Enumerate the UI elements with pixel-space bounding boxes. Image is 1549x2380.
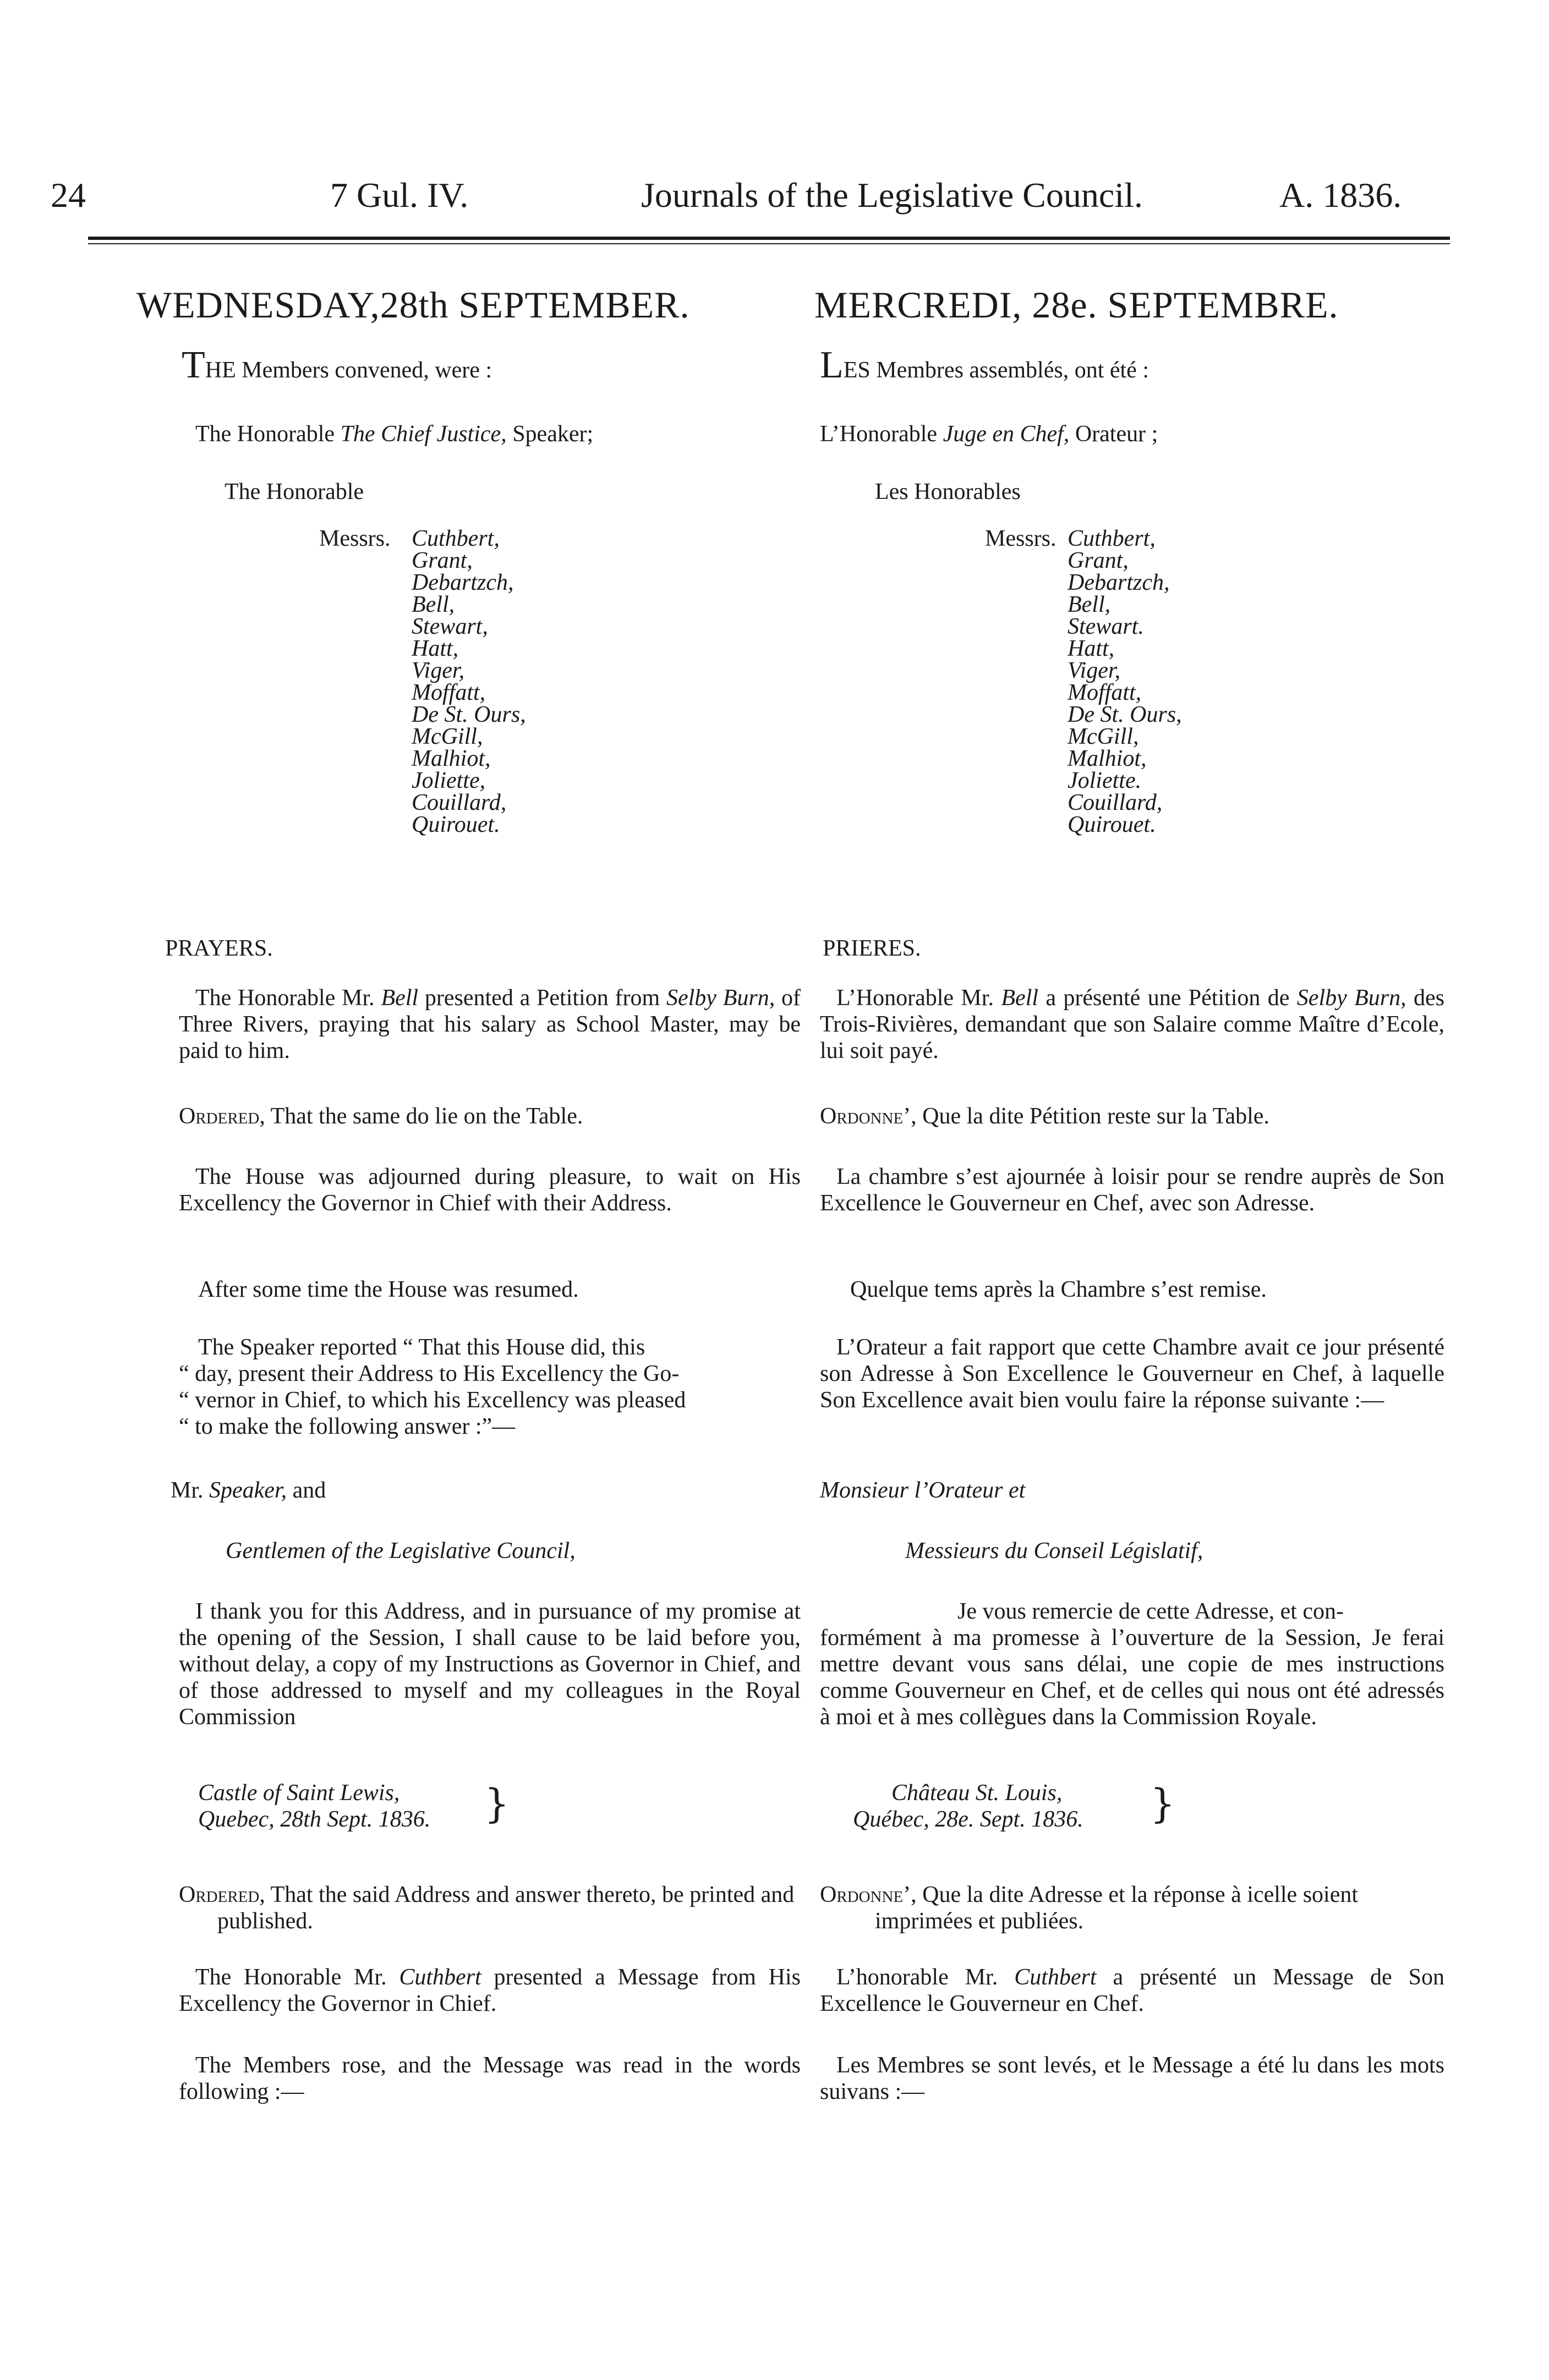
english-ordered-table: Ordered, That the same do lie on the Table.: [179, 1104, 583, 1129]
member-name: Stewart.: [1068, 614, 1144, 639]
member-name: Joliette.: [1068, 768, 1142, 793]
member-name: Hatt,: [412, 636, 459, 661]
member-name: Cuthbert,: [412, 526, 500, 551]
drop-cap: T: [182, 344, 205, 386]
french-honorable-label: Les Honorables: [875, 479, 1021, 504]
french-member-list: [1068, 528, 1182, 836]
member-name: Quirouet.: [412, 812, 500, 837]
member-name: Joliette,: [412, 768, 486, 793]
english-member-list: [412, 528, 526, 836]
member-name: Bell,: [1068, 592, 1111, 617]
member-name: Moffatt,: [1068, 680, 1142, 705]
member-name: De St. Ours,: [1068, 702, 1182, 727]
header-rule-thick: [88, 237, 1450, 240]
member-name: Cuthbert,: [1068, 526, 1156, 551]
english-ordered-printed: Ordered, That the said Address and answer thereto, be printed and published.: [179, 1882, 795, 1934]
member-name: Couillard,: [412, 790, 507, 815]
member-name: Grant,: [412, 548, 473, 573]
member-name: Viger,: [1068, 658, 1121, 683]
journal-title: Journals of the Legislative Council.: [641, 176, 1143, 215]
english-speaker-line: The Honorable The Chief Justice, Speaker;: [195, 421, 594, 447]
member-name: McGill,: [412, 724, 483, 749]
french-members-intro: LES Membres assemblés, ont été :: [820, 344, 1149, 386]
english-adjourned: The House was adjourned during pleasure, to wait on His Excellency the Governor in Chief with their Address.: [179, 1164, 801, 1216]
english-day-heading: WEDNESDAY,28th SEPTEMBER.: [136, 284, 690, 326]
page-number: 24: [51, 176, 86, 215]
french-speaker-report: L’Orateur a fait rapport que cette Chambre avait ce jour présenté son Adresse à Son Excellence le Gouverneur en Chef, à laquelle Son Excellence avait bien voulu faire la réponse suivante :—: [820, 1335, 1444, 1413]
english-salutation-speaker: Mr. Speaker, and: [171, 1478, 326, 1503]
member-name: Moffatt,: [412, 680, 486, 705]
member-name: Stewart,: [412, 614, 488, 639]
french-resumed: Quelque tems après la Chambre s’est remise.: [850, 1277, 1267, 1302]
french-governor-answer: Je vous remercie de cette Adresse, et con- formément à ma promesse à l’ouverture de la Session, Je ferai mettre devant vous sans délai, une copie de mes instructions comme Gouverneur en Chef, et de celles qui nous ont été adressés à moi et à mes collègues dans la Commission Royale.: [820, 1599, 1444, 1730]
french-adjourned: La chambre s’est ajournée à loisir pour se rendre auprès de Son Excellence le Gouverneur en Chef, avec son Adresse.: [820, 1164, 1444, 1216]
member-name: Grant,: [1068, 548, 1129, 573]
member-name: Hatt,: [1068, 636, 1115, 661]
member-name: Malhiot,: [412, 746, 491, 771]
english-governor-answer: I thank you for this Address, and in pursuance of my promise at the opening of the Session, I shall cause to be laid before you, without delay, a copy of my Instructions as Governor in Chief, and of those addressed to myself and my colleagues in the Royal Commission: [179, 1599, 801, 1730]
french-ordered-printed: Ordonne’, Que la dite Adresse et la réponse à icelle soient imprimées et publiées.: [820, 1882, 1359, 1934]
french-messrs: Messrs.: [985, 526, 1057, 551]
brace-icon: }: [484, 1780, 510, 1827]
french-salutation-council: Messieurs du Conseil Législatif,: [905, 1538, 1203, 1564]
member-name: Bell,: [412, 592, 455, 617]
member-name: Viger,: [412, 658, 465, 683]
english-salutation-council: Gentlemen of the Legislative Council,: [226, 1538, 576, 1564]
english-speaker-report: The Speaker reported “ That this House did, this “ day, present their Address to His Excellency the Go- “ vernor in Chief, to which his Excellency was pleased “ to make the following answer :”—: [179, 1335, 686, 1439]
member-name: Malhiot,: [1068, 746, 1147, 771]
member-name: Couillard,: [1068, 790, 1163, 815]
french-prayers: PRIERES.: [823, 936, 921, 961]
french-message-presented: L’honorable Mr. Cuthbert a présenté un Message de Son Excellence le Gouverneur en Chef.: [820, 1965, 1444, 2016]
english-messrs: Messrs.: [319, 526, 391, 551]
french-salutation-speaker: Monsieur l’Orateur et: [820, 1478, 1026, 1503]
english-petition: The Honorable Mr. Bell presented a Petition from Selby Burn, of Three Rivers, praying that his salary as School Master, may be paid to him.: [179, 985, 801, 1063]
english-prayers: PRAYERS.: [165, 936, 273, 961]
french-speaker-line: L’Honorable Juge en Chef, Orateur ;: [820, 421, 1158, 447]
french-day-heading: MERCREDI, 28e. SEPTEMBRE.: [814, 284, 1339, 326]
header-year: A. 1836.: [1279, 176, 1402, 215]
member-name: Quirouet.: [1068, 812, 1156, 837]
english-message-presented: The Honorable Mr. Cuthbert presented a Message from His Excellency the Governor in Chief.: [179, 1965, 801, 2016]
member-name: Debartzch,: [1068, 570, 1170, 595]
member-name: McGill,: [1068, 724, 1139, 749]
english-place-date: Castle of Saint Lewis, Quebec, 28th Sept. 1836.: [198, 1780, 431, 1832]
english-members-rose: The Members rose, and the Message was read in the words following :—: [179, 2053, 801, 2104]
french-ordered-table: Ordonne’, Que la dite Pétition reste sur la Table.: [820, 1104, 1269, 1129]
english-resumed: After some time the House was resumed.: [198, 1277, 579, 1302]
english-honorable-label: The Honorable: [225, 479, 364, 504]
header-rule-thin: [88, 243, 1450, 244]
member-name: De St. Ours,: [412, 702, 526, 727]
regnal-year: 7 Gul. IV.: [330, 176, 469, 215]
english-members-intro: THE Members convened, were :: [182, 344, 492, 386]
french-place-date: Château St. Louis, Québec, 28e. Sept. 1836.: [853, 1780, 1083, 1832]
member-name: Debartzch,: [412, 570, 514, 595]
brace-icon: }: [1150, 1780, 1175, 1827]
drop-cap: L: [820, 344, 844, 386]
french-petition: L’Honorable Mr. Bell a présenté une Pétition de Selby Burn, des Trois-Rivières, demandant que son Salaire comme Maître d’Ecole, lui soit payé.: [820, 985, 1445, 1063]
french-members-rose: Les Membres se sont levés, et le Message a été lu dans les mots suivans :—: [820, 2053, 1444, 2104]
